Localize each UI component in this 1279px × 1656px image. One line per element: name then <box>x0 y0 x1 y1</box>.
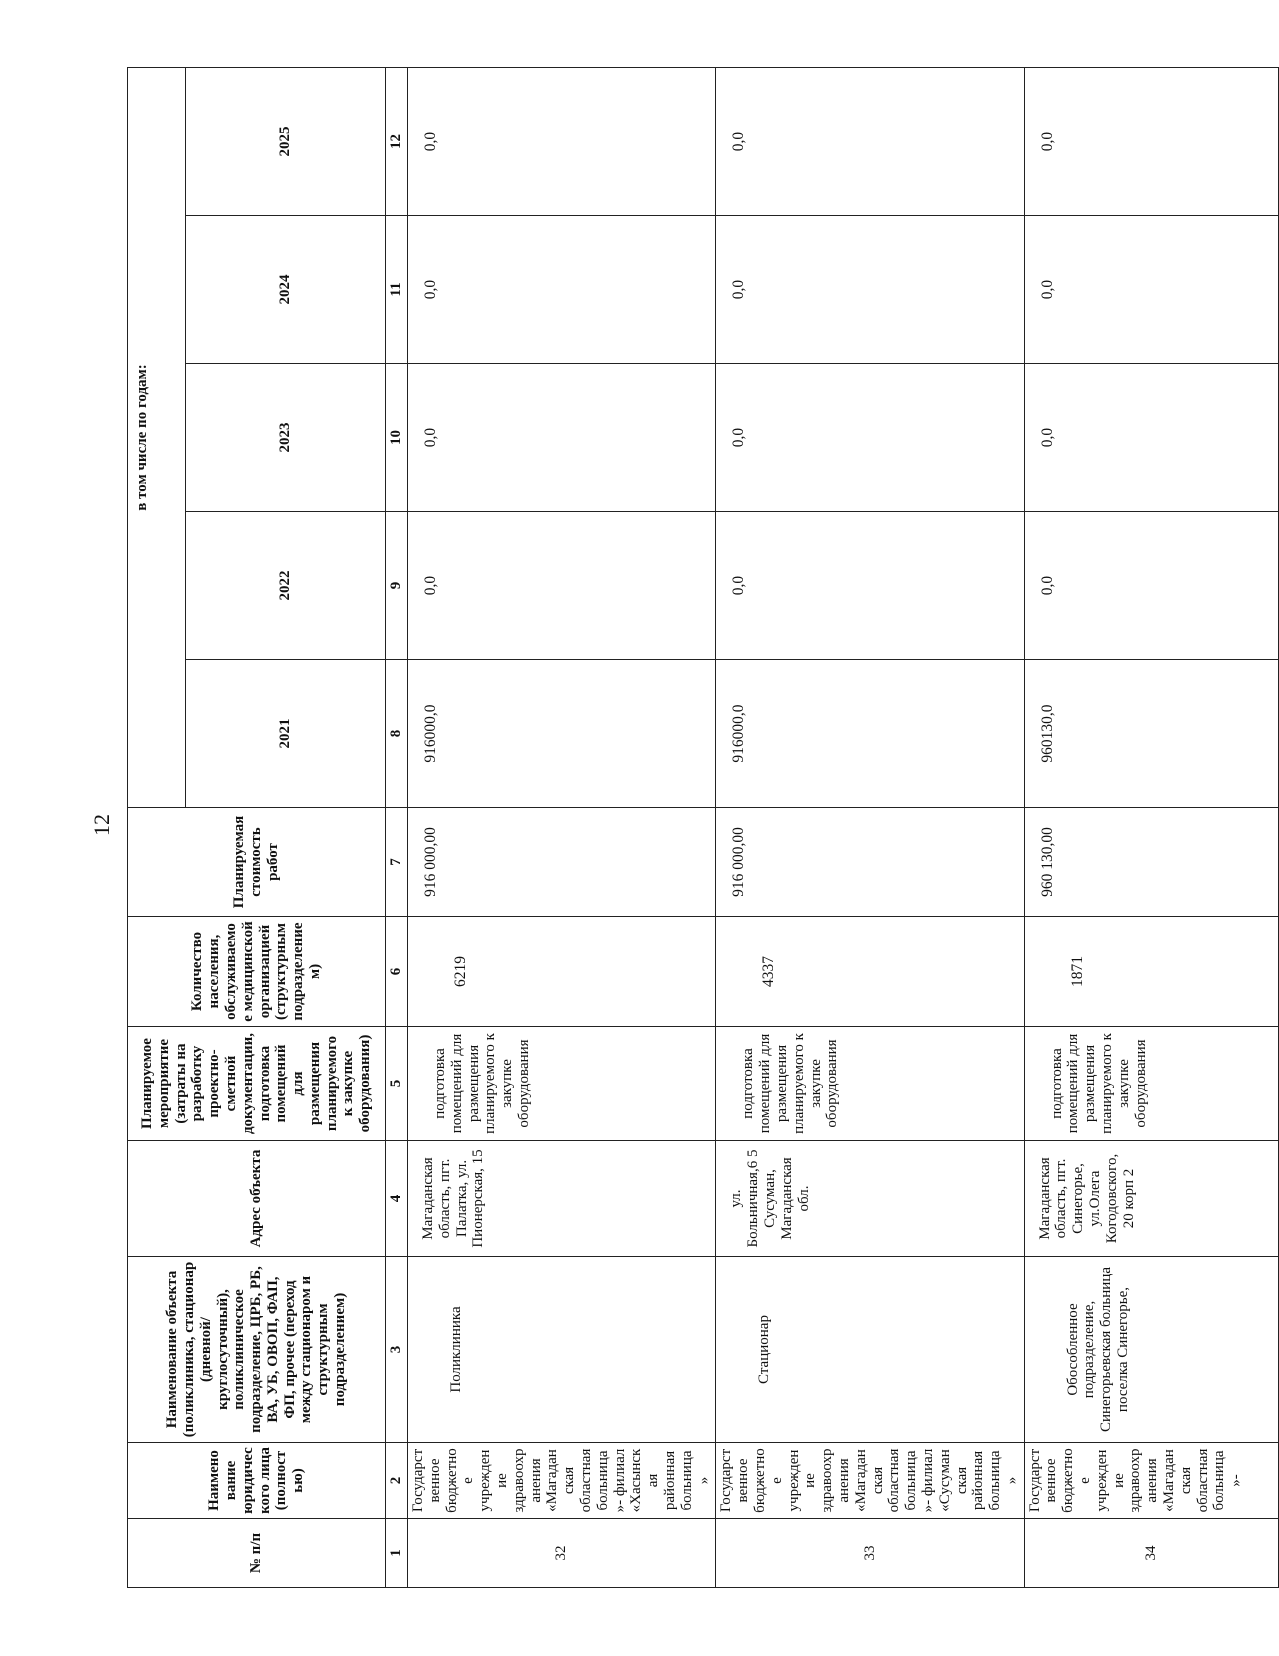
object-address: ул. Больничная,6 5 Сусуман, Магаданская обл. <box>716 1141 1024 1257</box>
value-2024: 0,0 <box>408 216 716 364</box>
header-num: № п/п <box>128 1519 386 1588</box>
header-years-group: в том числе по годам: <box>128 67 186 807</box>
row-number: 33 <box>716 1519 1024 1588</box>
population-count: 4337 <box>716 917 1024 1027</box>
value-2023: 0,0 <box>1024 364 1278 512</box>
header-year-2022: 2022 <box>186 512 386 660</box>
value-2022: 0,0 <box>408 512 716 660</box>
column-number: 2 <box>386 1443 408 1519</box>
value-2023: 0,0 <box>716 364 1024 512</box>
header-address: Адрес объекта <box>128 1141 386 1257</box>
column-number: 9 <box>386 512 408 660</box>
value-2024: 0,0 <box>1024 216 1278 364</box>
planned-cost: 960 130,00 <box>1024 808 1278 917</box>
header-legal-entity: Наименование юридического лица (полностью) <box>128 1443 386 1519</box>
table-row <box>716 67 1024 1587</box>
object-address: Магаданская область, пгт. Палатка, ул. Пионерская, 15 <box>408 1141 716 1257</box>
column-number: 3 <box>386 1257 408 1443</box>
value-2021: 960130,0 <box>1024 660 1278 808</box>
header-year-2025: 2025 <box>186 67 386 215</box>
object-name: Обособленное подразделение, Синегорьевская больница поселка Синегорье, <box>1024 1257 1278 1443</box>
value-2023: 0,0 <box>408 364 716 512</box>
column-number: 7 <box>386 808 408 917</box>
header-planned-cost: Планируемая стоимость работ <box>128 808 386 917</box>
legal-entity: Государственное бюджетное учреждение здравоохранения «Магаданская областная больница»- <box>1024 1443 1278 1519</box>
planned-cost: 916 000,00 <box>716 808 1024 917</box>
header-year-2023: 2023 <box>186 364 386 512</box>
header-year-2021: 2021 <box>186 660 386 808</box>
header-row-top <box>128 67 186 1587</box>
header-population: Количество населения, обслуживаемое медицинской организацией (структурным подразделением) <box>128 917 386 1027</box>
column-number: 12 <box>386 67 408 215</box>
page-number: 12 <box>89 814 114 836</box>
value-2025: 0,0 <box>716 67 1024 215</box>
column-number: 11 <box>386 216 408 364</box>
planned-measure: подготовка помещений для размещения планируемого к закупке оборудования <box>716 1027 1024 1141</box>
legal-entity: Государственное бюджетное учреждение здравоохранения «Магаданская областная больница»- филиал «Хасынская районная больница» <box>408 1443 716 1519</box>
measures-table <box>127 67 1279 1588</box>
value-2025: 0,0 <box>408 67 716 215</box>
value-2022: 0,0 <box>716 512 1024 660</box>
object-name: Стационар <box>716 1257 1024 1443</box>
table-row <box>1024 67 1278 1587</box>
planned-measure: подготовка помещений для размещения планируемого к закупке оборудования <box>408 1027 716 1141</box>
column-number: 1 <box>386 1519 408 1588</box>
table-row <box>408 67 716 1587</box>
rotated-table-container <box>127 68 1245 1588</box>
value-2021: 916000,0 <box>408 660 716 808</box>
legal-entity: Государственное бюджетное учреждение здравоохранения «Магаданская областная больница»- филиал «Сусуманская районная больница» <box>716 1443 1024 1519</box>
column-number: 8 <box>386 660 408 808</box>
header-object-name: Наименование объекта (поликлиника, стационар (дневной/круглосуточный), поликлиническое подразделение, ЦРБ, РБ, ВА, УБ, ОВОП, ФАП, ФП, прочее (переход между стационаром и структурным подразделением) <box>128 1257 386 1443</box>
planned-measure: подготовка помещений для размещения планируемого к закупке оборудования <box>1024 1027 1278 1141</box>
column-number-row <box>386 67 408 1587</box>
value-2022: 0,0 <box>1024 512 1278 660</box>
header-year-2024: 2024 <box>186 216 386 364</box>
population-count: 1871 <box>1024 917 1278 1027</box>
planned-cost: 916 000,00 <box>408 808 716 917</box>
column-number: 4 <box>386 1141 408 1257</box>
object-address: Магаданская область, пгт. Синегорье, ул.Олега Когодовского, 20 корп 2 <box>1024 1141 1278 1257</box>
row-number: 34 <box>1024 1519 1278 1588</box>
header-measure: Планируемое мероприятие (затраты на разработку проектно-сметной документации, подготовка помещений для размещения планируемого к закупке оборудования) <box>128 1027 386 1141</box>
population-count: 6219 <box>408 917 716 1027</box>
column-number: 6 <box>386 917 408 1027</box>
column-number: 5 <box>386 1027 408 1141</box>
column-number: 10 <box>386 364 408 512</box>
row-number: 32 <box>408 1519 716 1588</box>
value-2024: 0,0 <box>716 216 1024 364</box>
value-2025: 0,0 <box>1024 67 1278 215</box>
value-2021: 916000,0 <box>716 660 1024 808</box>
object-name: Поликлиника <box>408 1257 716 1443</box>
